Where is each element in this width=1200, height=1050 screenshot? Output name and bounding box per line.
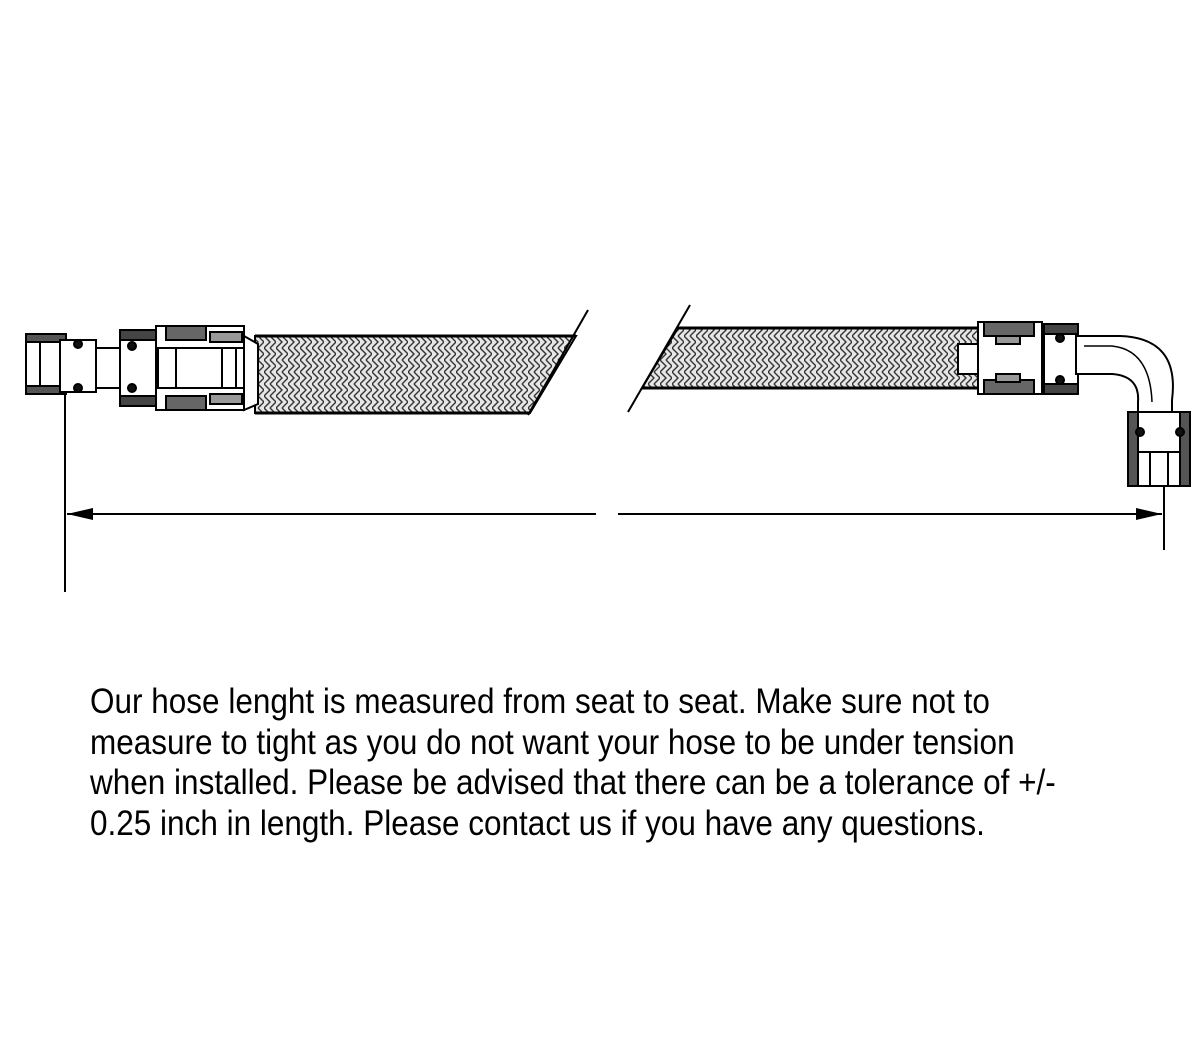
- note-line-1: Our hose lenght is measured from seat to seat. Make sure not to: [90, 682, 990, 721]
- measurement-note: [90, 682, 1071, 844]
- hose-braid-left: [255, 336, 576, 413]
- note-line-2: measure to tight as you do not want your hose to be under tension: [90, 722, 1015, 762]
- right-elbow-fitting: [958, 322, 1190, 486]
- note-line-3: when installed. Please be advised that there can be a tolerance of +/-: [90, 763, 1056, 802]
- note-line-4: 0.25 inch in length. Please contact us if you have any questions.: [90, 803, 985, 843]
- left-straight-fitting: [26, 326, 258, 410]
- length-dimension: [65, 392, 1164, 592]
- hose-braid-right: [642, 328, 980, 388]
